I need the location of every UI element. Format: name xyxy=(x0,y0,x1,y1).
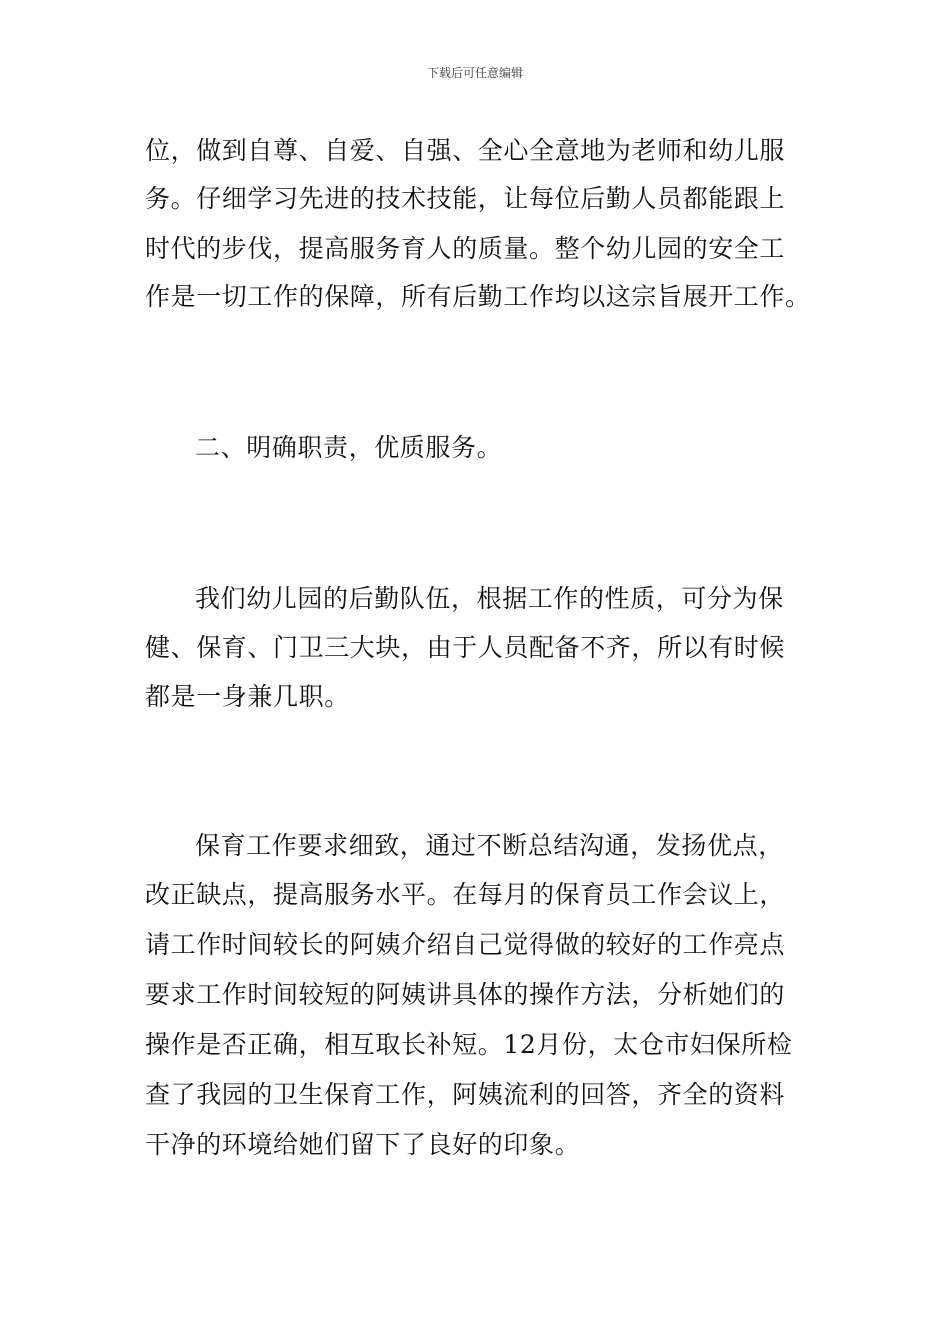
paragraph-3-line-3: 请工作时间较长的阿姨介绍自己觉得做的较好的工作亮点 xyxy=(145,930,786,959)
page-header-note: 下载后可任意编辑 xyxy=(426,66,523,80)
paragraph-1-line-2: 务。仔细学习先进的技术技能，让每位后勤人员都能跟上 xyxy=(145,184,786,213)
paragraph-3-line-4: 要求工作时间较短的阿姨讲具体的操作方法，分析她们的 xyxy=(145,980,786,1009)
paragraph-1-line-1: 位，做到自尊、自爱、自强、全心全意地为老师和幼儿服 xyxy=(145,136,786,165)
paragraph-2-line-3: 都是一身兼几职。 xyxy=(145,682,350,711)
paragraph-1-line-4: 作是一切工作的保障，所有后勤工作均以这宗旨展开工作。 xyxy=(145,282,811,311)
paragraph-3-line-6: 查了我园的卫生保育工作，阿姨流利的回答，齐全的资料 xyxy=(145,1080,786,1109)
paragraph-2-line-1: 我们幼儿园的后勤队伍，根据工作的性质，可分为保 xyxy=(195,584,784,613)
paragraph-3-line-7: 干净的环境给她们留下了良好的印象。 xyxy=(145,1130,581,1159)
paragraph-3-line-5: 操作是否正确，相互取长补短。12月份，太仓市妇保所检 xyxy=(145,1030,793,1059)
section-heading: 二、明确职责，优质服务。 xyxy=(195,433,503,462)
paragraph-3-line-1: 保育工作要求细致，通过不断总结沟通，发扬优点， xyxy=(195,831,784,860)
paragraph-1-line-3: 时代的步伐，提高服务育人的质量。整个幼儿园的安全工 xyxy=(145,234,786,263)
paragraph-2-line-2: 健、保育、门卫三大块，由于人员配备不齐，所以有时候 xyxy=(145,633,786,662)
paragraph-3-line-2: 改正缺点，提高服务水平。在每月的保育员工作会议上， xyxy=(145,880,786,909)
